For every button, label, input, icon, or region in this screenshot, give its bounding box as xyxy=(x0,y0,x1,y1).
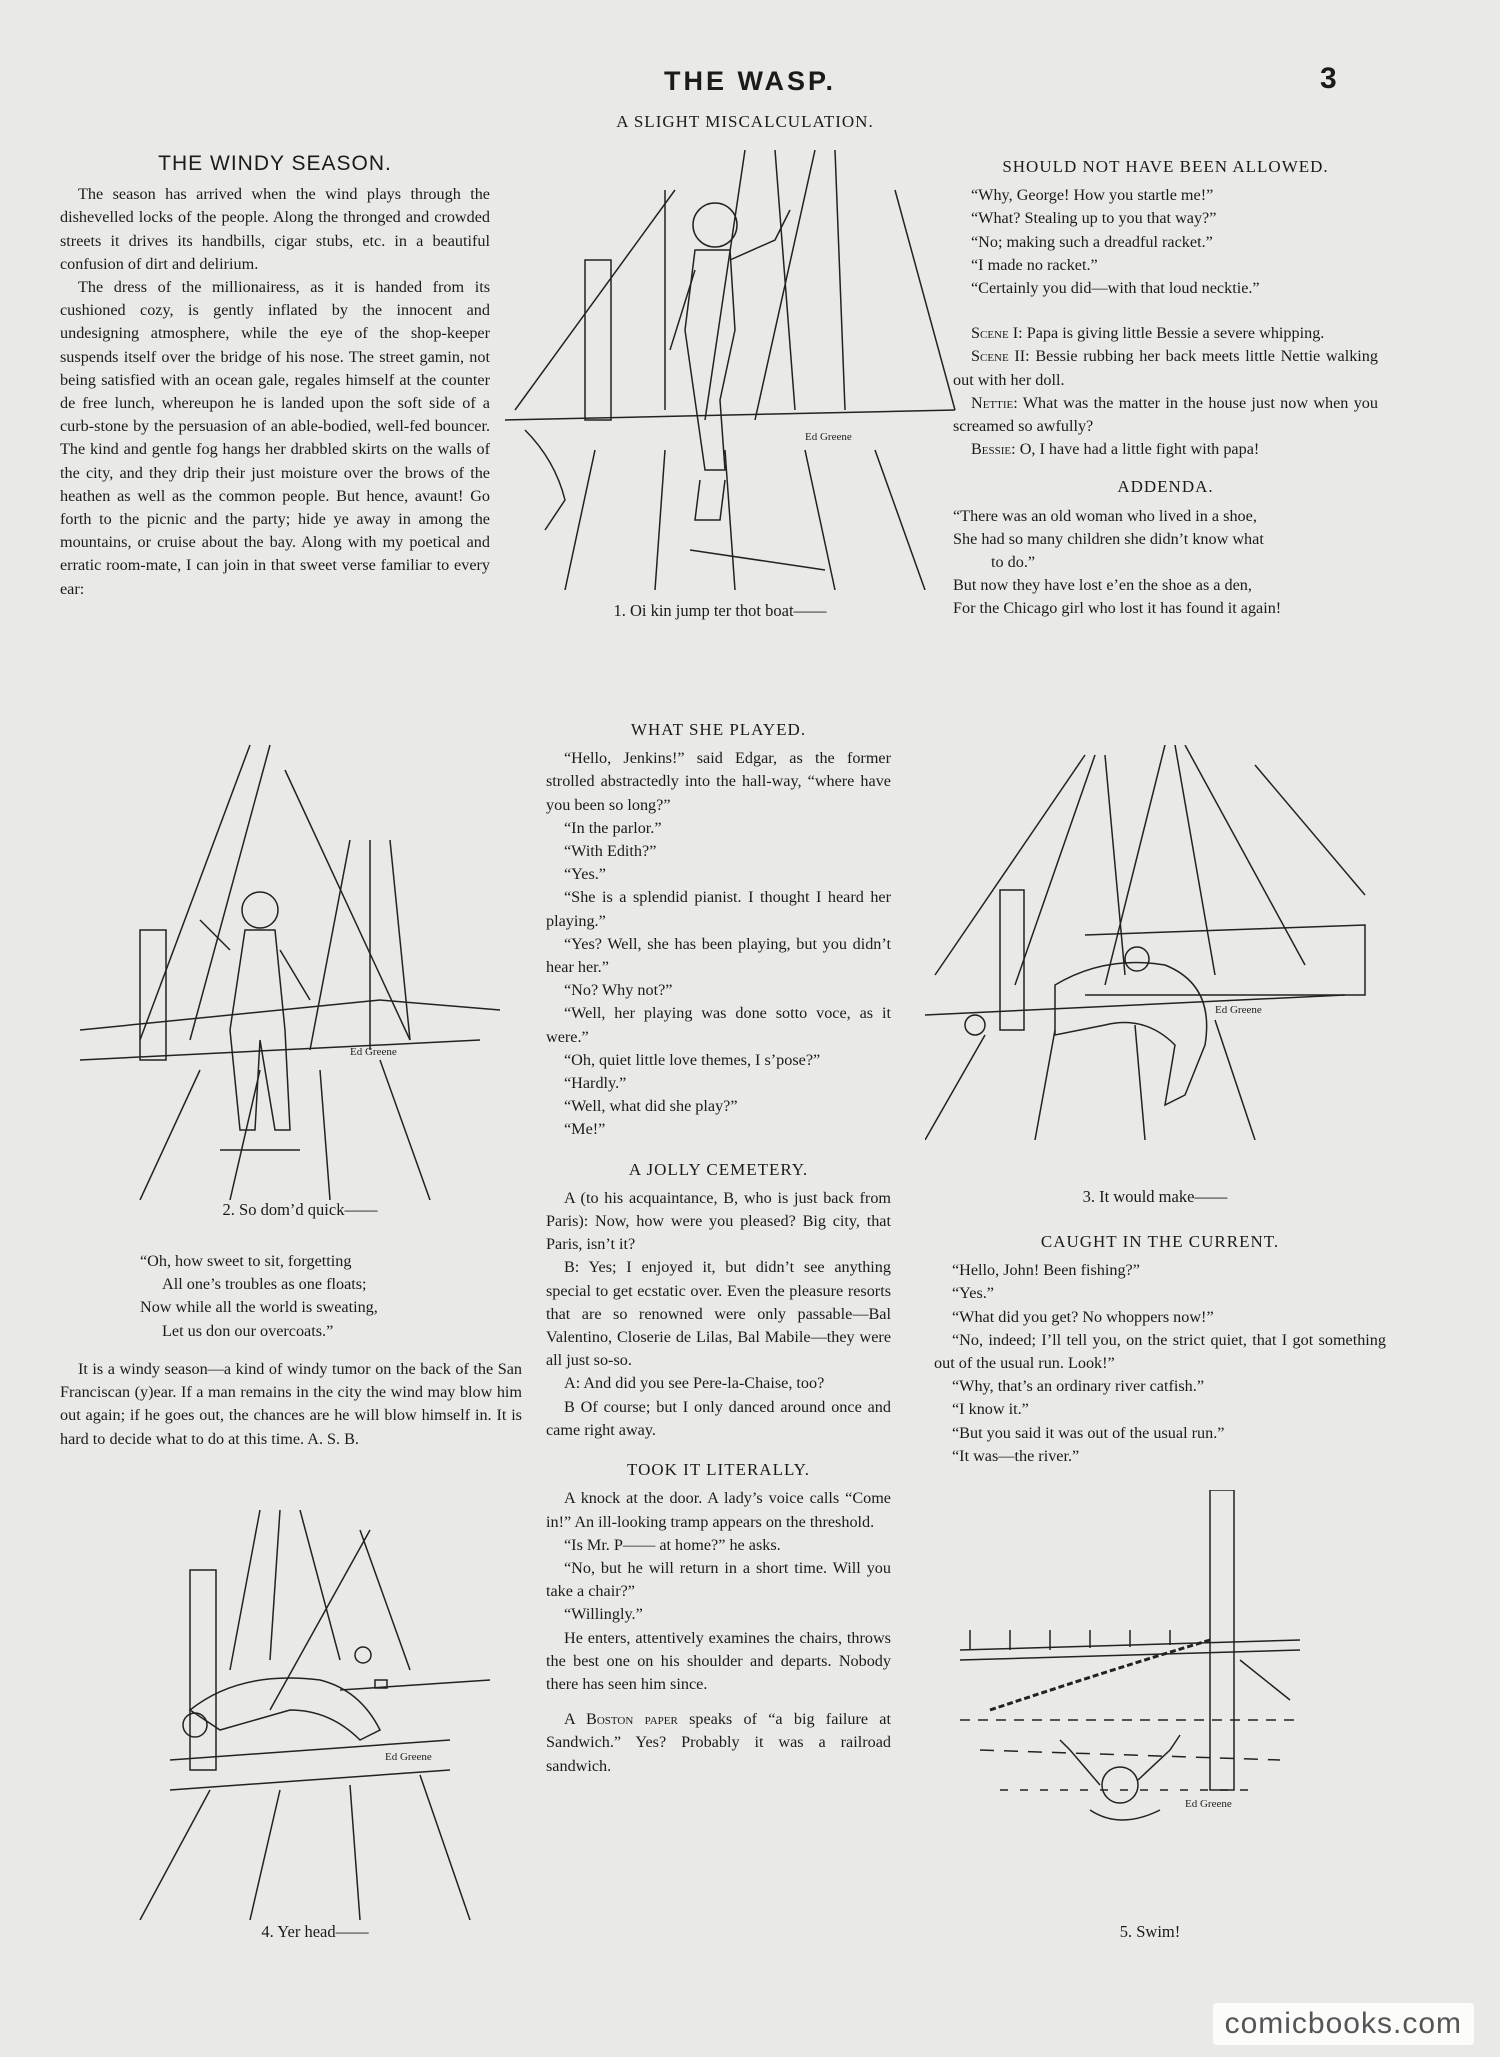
poem-line-4: Let us don our overcoats.” xyxy=(162,1321,334,1340)
scene-4 xyxy=(953,438,1378,461)
site-watermark: comicbooks.com xyxy=(1213,2003,1474,2045)
jc-line-4: B Of course; but I only danced around once and came right away. xyxy=(546,1397,891,1439)
boston-paper-smallcaps: A Boston paper xyxy=(564,1710,678,1729)
scene-3-label: Nettie: xyxy=(971,393,1018,412)
wsp-line-11: “Well, what did she play?” xyxy=(564,1097,738,1116)
til-line-5: He enters, attentively examines the chairs, throws the best one on his shoulder and departs. Nobody there has seen him since. xyxy=(546,1628,891,1693)
caught-line-7: “But you said it was out of the usual run.” xyxy=(952,1423,1225,1442)
scene-1 xyxy=(953,322,1378,345)
til-line-3: “No, but he will return in a short time. Will you take a chair?” xyxy=(546,1558,891,1601)
windy-season-p2: The dress of the millionairess, as it is handed from its cushioned cozy, is gently inflated by the innocent and undesigning atmosphere, while the eye of the shop-keeper suspends itself over the bridge of his nose. The street gamin, not being satisfied with an ocean gale, regales himself at the counter de free lunch, whereupon he is landed upon the soft side of a curb-stone by the persuasion of an able-bodied, well-fed bouncer. The kind and gentle fog hangs her drabbled skirts on the walls of the city, and they drip their just moisture over the brows of the heathen as well as the common people. But hence, avaunt! Go forth to the picnic and the party; hide ye away in among the mountains, or cruise about the bay. Along with my poetical and erratic room-mate, I can join in that sweet verse familiar to every ear: xyxy=(60,278,490,598)
til-line-2: “Is Mr. P—— at home?” he asks. xyxy=(564,1535,781,1554)
wsp-line-2: “In the parlor.” xyxy=(564,818,662,837)
addenda-line-1: “There was an old woman who lived in a shoe, xyxy=(953,506,1257,525)
panel-3-signature: Ed Greene xyxy=(1215,1004,1262,1016)
sn-line-1: “Why, George! How you startle me!” xyxy=(971,186,1214,205)
addenda-title: ADDENDA. xyxy=(1117,477,1214,497)
scene-3 xyxy=(953,392,1378,438)
scene-4-text: O, I have had a little fight with papa! xyxy=(1015,440,1260,459)
caught-line-8: “It was—the river.” xyxy=(952,1446,1080,1465)
windy-season-article xyxy=(60,152,490,601)
masthead: THE WASP. xyxy=(663,66,837,96)
panel-1-drawing xyxy=(505,150,960,590)
jc-line-2: B: Yes; I enjoyed it, but didn’t see anything special to get ecstatic over. Even the pleasure resorts that are so renowned were only passable—Bal Valentino, Closerie de Lilas, Bal Mabile—they were all just so-so. xyxy=(546,1258,891,1370)
sn-line-2: “What? Stealing up to you that way?” xyxy=(971,209,1217,228)
scene-1-text: Papa is giving little Bessie a severe whipping. xyxy=(1022,324,1325,343)
addenda-line-4: But now they have lost e’en the shoe as a den, xyxy=(953,576,1252,595)
caption-4: 4. Yer head—— xyxy=(261,1922,369,1941)
wsp-line-3: “With Edith?” xyxy=(564,842,657,861)
panel-5-drawing xyxy=(960,1490,1300,1920)
caught-article xyxy=(934,1230,1386,1468)
til-line-1: A knock at the door. A lady’s voice calls “Come in!” An ill-looking tramp appears on the threshold. xyxy=(546,1489,891,1531)
scene-2 xyxy=(953,345,1378,391)
scene-2-label: Scene II: xyxy=(971,347,1030,366)
wsp-line-6: “Yes? Well, she has been playing, but you didn’t hear her.” xyxy=(546,934,891,977)
caught-line-2: “Yes.” xyxy=(952,1284,994,1303)
panel-2-signature: Ed Greene xyxy=(350,1046,397,1058)
caught-title: CAUGHT IN THE CURRENT. xyxy=(1040,1232,1280,1251)
caption-3: 3. It would make—— xyxy=(1082,1187,1228,1206)
caption-5: 5. Swim! xyxy=(1119,1922,1181,1941)
caption-2: 2. So dom’d quick—— xyxy=(222,1200,378,1219)
poem-line-2: All one’s troubles as one floats; xyxy=(162,1275,367,1294)
wsp-line-4: “Yes.” xyxy=(564,865,606,884)
scene-2-text: Bessie rubbing her back meets little Nettie walking out with her doll. xyxy=(953,347,1378,389)
what-she-played-article xyxy=(546,718,891,1778)
windy-season-p1: The season has arrived when the wind plays through the dishevelled locks of the people. Along the thronged and crowded streets it drives its handbills, cigar stubs, etc. in a beautiful confusion of dirt and delirium. xyxy=(60,185,490,273)
scene-1-label: Scene I: xyxy=(971,324,1023,343)
scene-4-label: Bessie: xyxy=(971,440,1016,459)
panel-1-signature: Ed Greene xyxy=(805,431,852,443)
caught-line-4: “No, indeed; I’ll tell you, on the strict quiet, that I got something out of the usual run. Look!” xyxy=(934,1330,1386,1373)
addenda-line-3: to do.” xyxy=(991,553,1036,572)
panel-4-drawing xyxy=(110,1510,520,1920)
caught-line-5: “Why, that’s an ordinary river catfish.” xyxy=(952,1377,1205,1396)
windy-season-p3: It is a windy season—a kind of windy tumor on the back of the San Franciscan (y)ear. If a man remains in the city the wind may blow him out again; if he goes out, the chances are he will blow himself in. It is hard to decide what to do at this time. A. S. B. xyxy=(60,1360,522,1448)
addenda-line-2: She had so many children she didn’t know what xyxy=(953,529,1264,548)
panel-4-signature: Ed Greene xyxy=(385,1751,432,1763)
windy-season-poem xyxy=(140,1250,480,1343)
sn-line-3: “No; making such a dreadful racket.” xyxy=(971,232,1213,251)
windy-season-title: THE WINDY SEASON. xyxy=(158,152,392,175)
panel-5-signature: Ed Greene xyxy=(1185,1798,1232,1810)
wsp-line-7: “No? Why not?” xyxy=(564,981,673,1000)
addenda-line-5: For the Chicago girl who lost it has found it again! xyxy=(953,599,1282,618)
panel-3-drawing xyxy=(925,745,1380,1140)
should-not-title: SHOULD NOT HAVE BEEN ALLOWED. xyxy=(1002,157,1329,176)
should-not-article xyxy=(953,155,1378,621)
caught-line-6: “I know it.” xyxy=(952,1400,1029,1419)
what-she-played-title: WHAT SHE PLAYED. xyxy=(630,720,807,739)
comic-panel-5 xyxy=(960,1490,1300,1920)
wsp-line-10: “Hardly.” xyxy=(564,1074,627,1093)
wsp-line-9: “Oh, quiet little love themes, I s’pose?” xyxy=(564,1050,821,1069)
comic-panel-2 xyxy=(80,740,510,1200)
jc-line-1: A (to his acquaintance, B, who is just back from Paris): Now, how were you pleased? Big city, that Paris, isn’t it? xyxy=(546,1188,891,1254)
caption-1: 1. Oi kin jump ter thot boat—— xyxy=(613,601,827,620)
jc-line-3: A: And did you see Pere-la-Chaise, too? xyxy=(564,1374,825,1393)
comic-title: A SLIGHT MISCALCULATION. xyxy=(616,112,874,131)
sn-line-5: “Certainly you did—with that loud necktie.” xyxy=(971,279,1260,298)
boston-paper-paragraph xyxy=(546,1708,891,1778)
comic-panel-4 xyxy=(110,1510,520,1920)
til-line-4: “Willingly.” xyxy=(564,1605,643,1624)
comic-panel-1 xyxy=(505,150,960,590)
wsp-line-5: “She is a splendid pianist. I thought I heard her playing.” xyxy=(546,888,891,930)
boston-paper-rest: speaks of “a big failure at Sandwich.” Yes? Probably it was a railroad sandwich. xyxy=(546,1710,891,1775)
comic-panel-3 xyxy=(925,745,1380,1140)
jolly-cemetery-title: A JOLLY CEMETERY. xyxy=(628,1159,809,1179)
wsp-line-8: “Well, her playing was done sotto voce, as it were.” xyxy=(546,1004,891,1046)
wsp-line-1: “Hello, Jenkins!” said Edgar, as the former strolled abstractedly into the hall-way, “where have you been so long?” xyxy=(546,749,891,814)
windy-season-closing xyxy=(60,1358,522,1451)
page-number: 3 xyxy=(1320,62,1337,95)
poem-line-1: “Oh, how sweet to sit, forgetting xyxy=(140,1252,352,1270)
sn-line-4: “I made no racket.” xyxy=(971,255,1098,274)
scene-3-text: What was the matter in the house just now when you screamed so awfully? xyxy=(953,393,1378,436)
addenda-verse xyxy=(953,505,1378,621)
wsp-line-12: “Me!” xyxy=(564,1120,606,1139)
caught-line-1: “Hello, John! Been fishing?” xyxy=(952,1261,1140,1280)
poem-line-3: Now while all the world is sweating, xyxy=(140,1298,378,1317)
took-it-literally-title: TOOK IT LITERALLY. xyxy=(627,1460,810,1480)
panel-2-drawing xyxy=(80,740,510,1200)
caught-line-3: “What did you get? No whoppers now!” xyxy=(952,1307,1214,1326)
